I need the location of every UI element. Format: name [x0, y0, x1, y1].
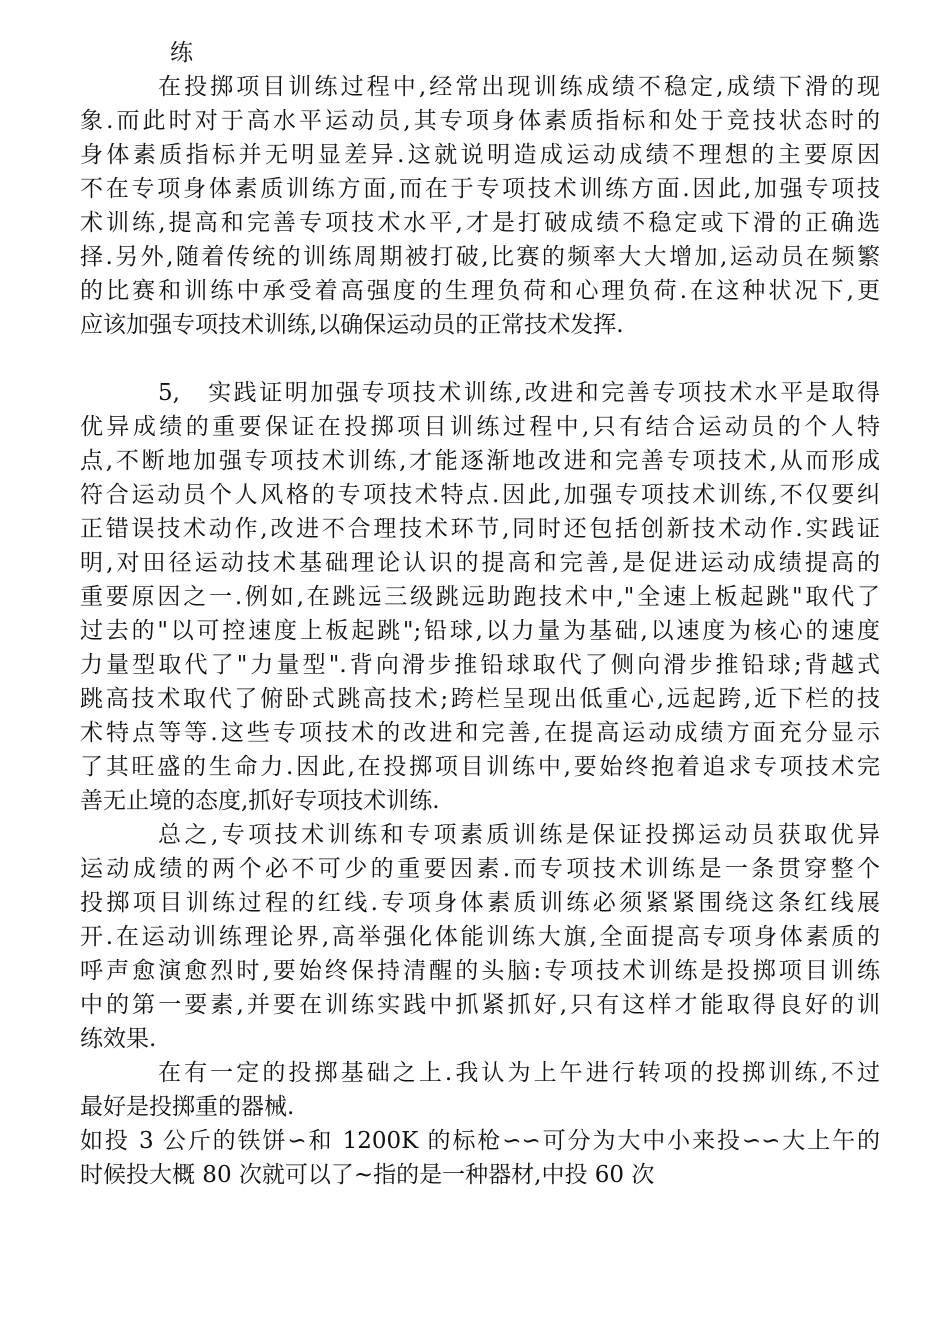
paragraph-line: 运动成绩的两个必不可少的重要因素.而专项技术训练是一条贯穿整个: [80, 856, 880, 882]
paragraph-line: 正错误技术动作,改进不合理技术环节,同时还包括创新技术动作.实践证: [80, 516, 880, 542]
paragraph-line: 在投掷项目训练过程中,经常出现训练成绩不稳定,成绩下滑的现: [158, 74, 880, 100]
paragraph-line: 身体素质指标并无明显差异.这就说明造成运动成绩不理想的主要原因: [80, 142, 880, 168]
paragraph-5: [80, 1124, 880, 1192]
heading-fragment: 练: [170, 40, 193, 66]
paragraph-1: [80, 70, 880, 342]
paragraph-line: 投掷项目训练过程的红线.专项身体素质训练必须紧紧围绕这条红线展: [80, 890, 880, 916]
paragraph-3: [80, 818, 880, 1056]
paragraph-line: 不在专项身体素质训练方面,而在于专项技术训练方面.因此,加强专项技: [80, 176, 880, 202]
paragraph-line: 总之,专项技术训练和专项素质训练是保证投掷运动员获取优异: [158, 822, 880, 848]
paragraph-line: 呼声愈演愈烈时,要始终保持清醒的头脑:专项技术训练是投掷项目训练: [80, 958, 880, 984]
paragraph-line: 如投 3 公斤的铁饼∽和 1200K 的标枪∽∽可分为大中小来投∽∽大上午的: [80, 1128, 880, 1154]
paragraph-line: 择.另外,随着传统的训练周期被打破,比赛的频率大大增加,运动员在频繁: [80, 244, 880, 270]
paragraph-line: 在有一定的投掷基础之上.我认为上午进行转项的投掷训练,不过: [158, 1060, 880, 1086]
paragraph-line: 明,对田径运动技术基础理论认识的提高和完善,是促进运动成绩提高的: [80, 550, 880, 576]
paragraph-spacer: [80, 342, 880, 376]
paragraph-line: 术特点等等.这些专项技术的改进和完善,在提高运动成绩方面充分显示: [80, 720, 880, 746]
paragraph-line: 跳高技术取代了俯卧式跳高技术;跨栏呈现出低重心,远起跨,近下栏的技: [80, 686, 880, 712]
paragraph-line: 重要原因之一.例如,在跳远三级跳远助跑技术中,"全速上板起跳"取代了: [80, 584, 880, 610]
paragraph-line: 时候投大概 80 次就可以了~指的是一种器材,中投 60 次: [80, 1162, 655, 1188]
paragraph-line: 中的第一要素,并要在训练实践中抓紧抓好,只有这样才能取得良好的训: [80, 992, 880, 1018]
paragraph-4: [80, 1056, 880, 1124]
paragraph-line: 术训练,提高和完善专项技术水平,才是打破成绩不稳定或下滑的正确选: [80, 210, 880, 236]
paragraph-line: 优异成绩的重要保证在投掷项目训练过程中,只有结合运动员的个人特: [80, 414, 880, 440]
paragraph-line: 了其旺盛的生命力.因此,在投掷项目训练中,要始终抱着追求专项技术完: [80, 754, 880, 780]
paragraph-line: 应该加强专项技术训练,以确保运动员的正常技术发挥.: [80, 312, 624, 338]
paragraph-line: 点,不断地加强专项技术训练,才能逐渐地改进和完善专项技术,从而形成: [80, 448, 880, 474]
paragraph-line: 开.在运动训练理论界,高举强化体能训练大旗,全面提高专项身体素质的: [80, 924, 880, 950]
paragraph-line: 符合运动员个人风格的专项技术特点.因此,加强专项技术训练,不仅要纠: [80, 482, 880, 508]
paragraph-line: 练效果.: [80, 1026, 157, 1052]
paragraph-line: 力量型取代了"力量型".背向滑步推铅球取代了侧向滑步推铅球;背越式: [80, 652, 880, 678]
paragraph-line: 的比赛和训练中承受着高强度的生理负荷和心理负荷.在这种状况下,更: [80, 278, 880, 304]
paragraph-line: 最好是投掷重的器械.: [80, 1094, 295, 1120]
paragraph-line: 善无止境的态度,抓好专项技术训练.: [80, 788, 440, 814]
paragraph-line: 5, 实践证明加强专项技术训练,改进和完善专项技术水平是取得: [158, 380, 880, 406]
paragraph-line: 象.而此时对于高水平运动员,其专项身体素质指标和处于竞技状态时的: [80, 108, 880, 134]
document-page: [80, 36, 880, 1192]
paragraph-2: [80, 376, 880, 818]
paragraph-line: 过去的"以可控速度上板起跳";铅球,以力量为基础,以速度为核心的速度: [80, 618, 880, 644]
